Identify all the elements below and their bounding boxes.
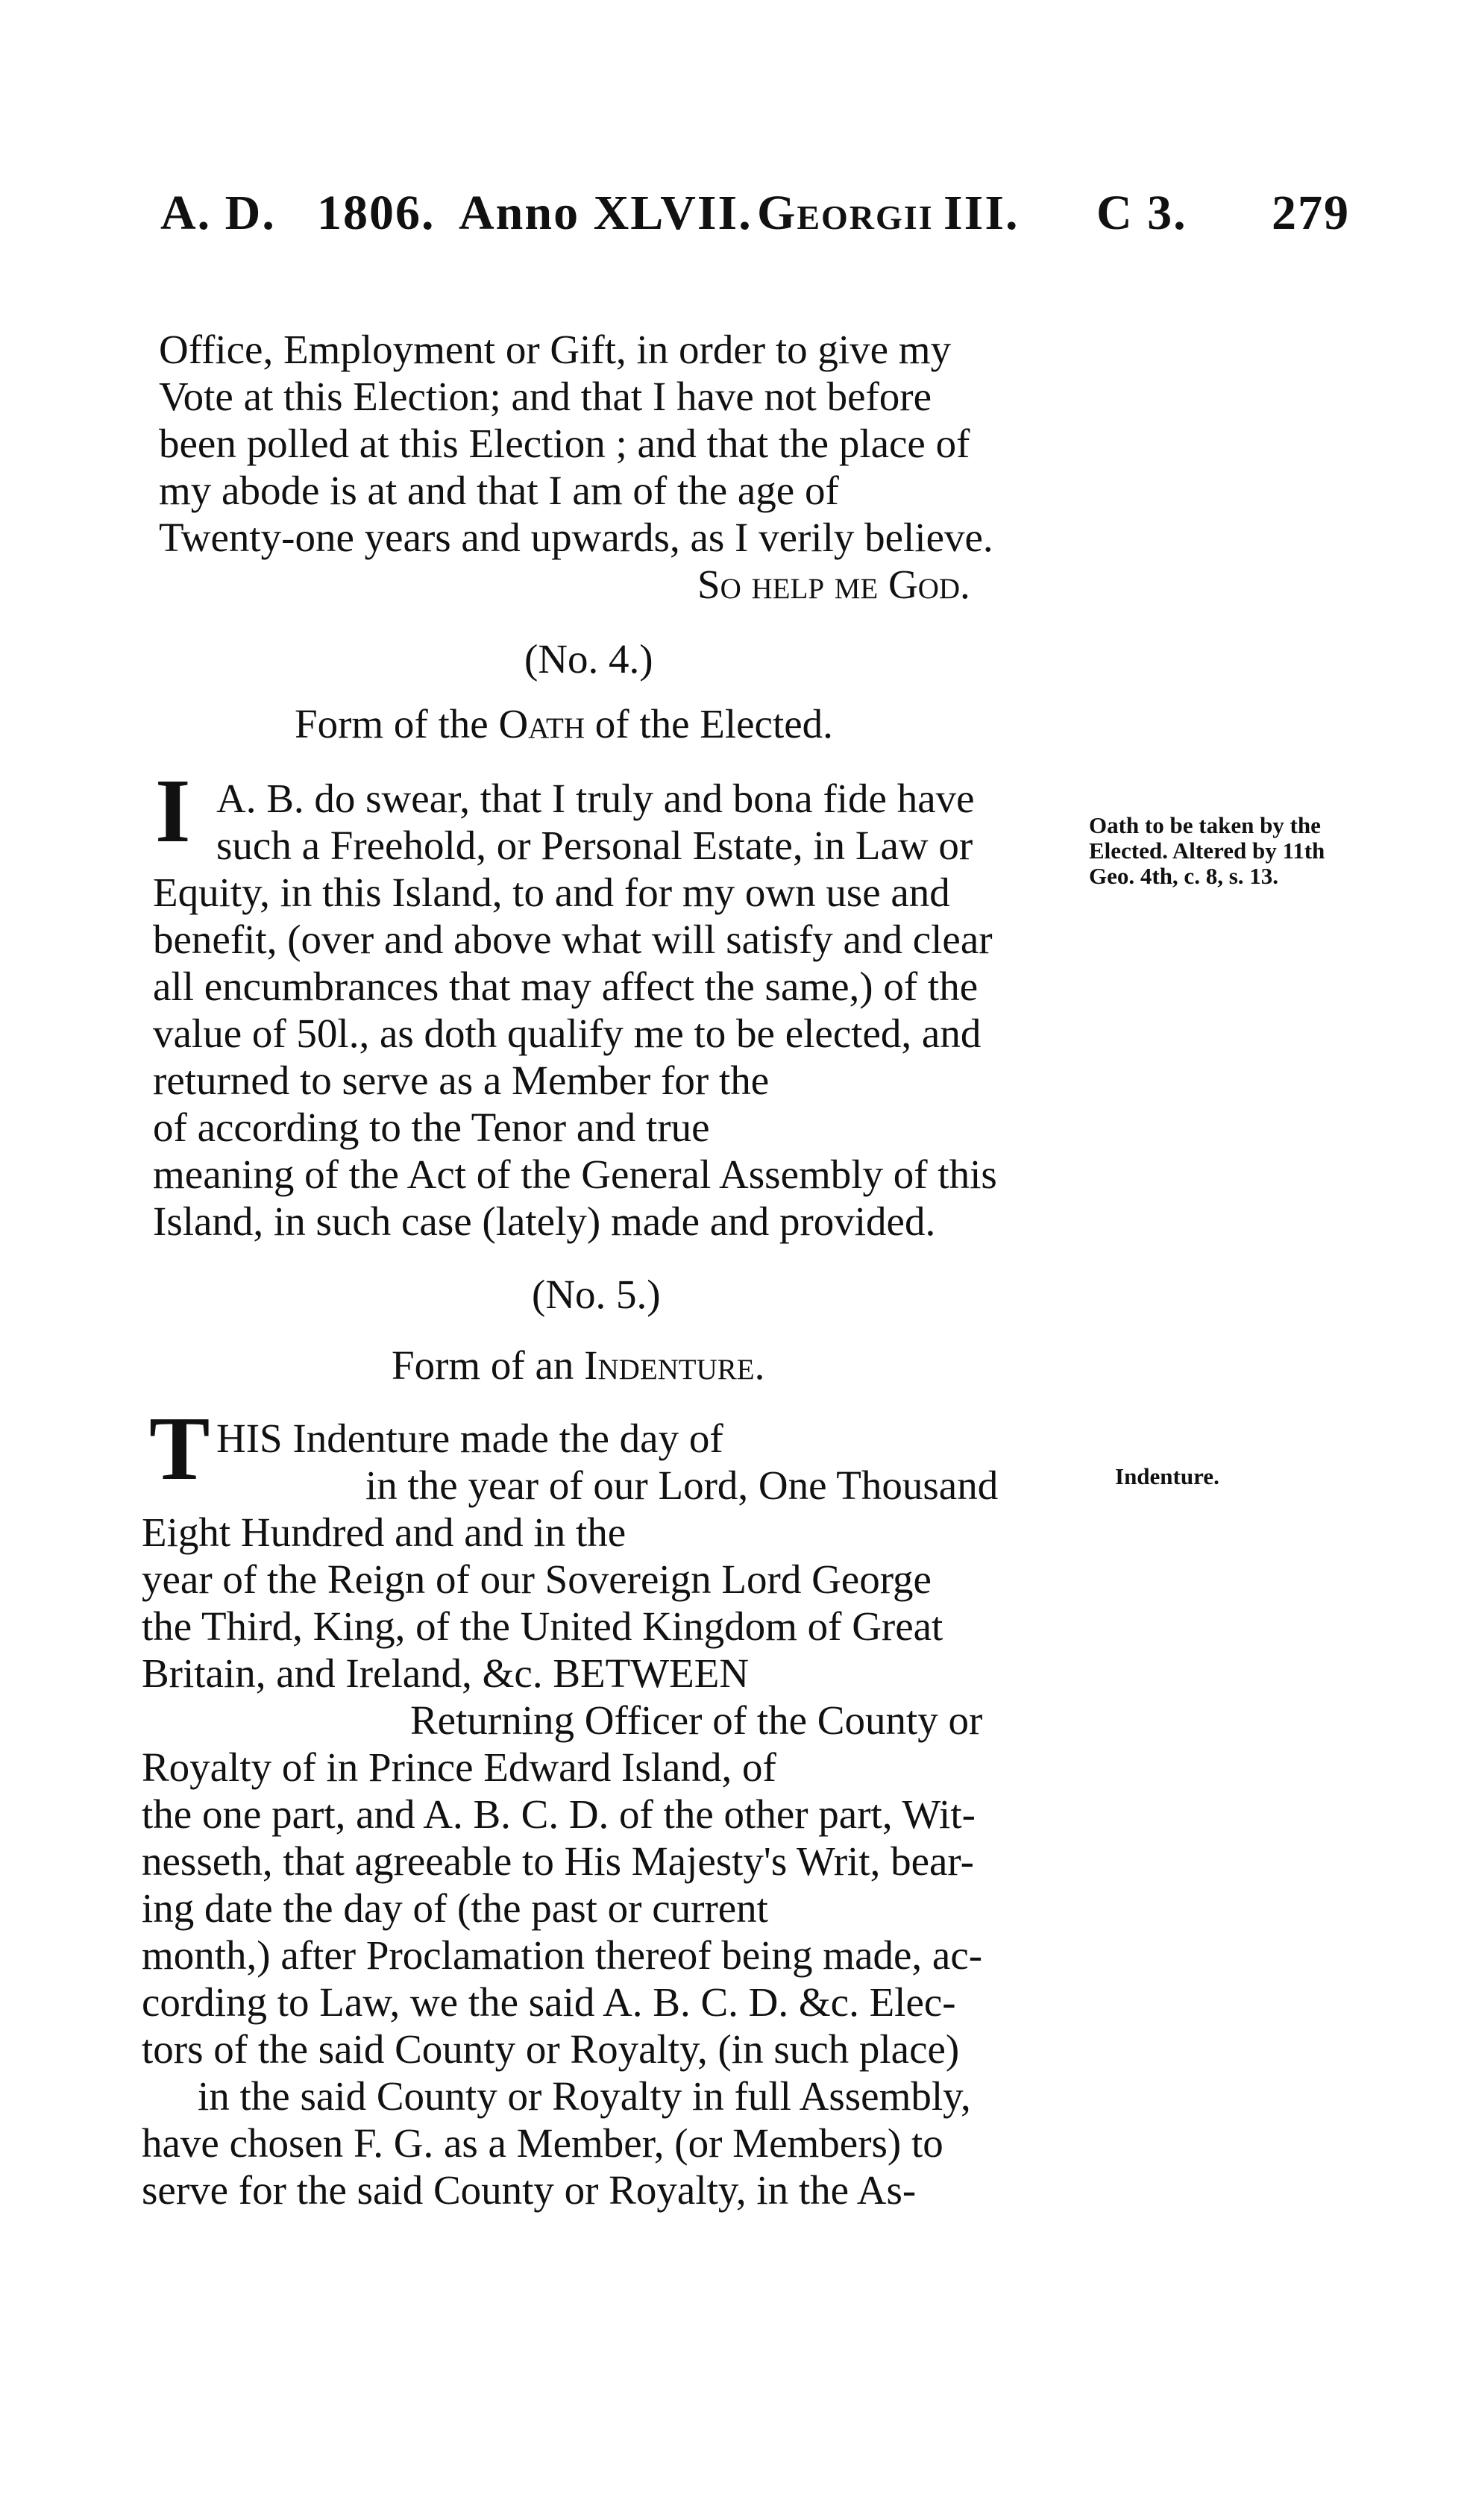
text-line: HIS Indenture made the day of xyxy=(216,1415,723,1461)
page-number: 279 xyxy=(1272,186,1350,240)
text-line: have chosen F. G. as a Member, (or Members) to xyxy=(142,2120,943,2166)
text-line: nesseth, that agreeable to His Majesty's Writ, bear- xyxy=(142,1838,974,1884)
text-line: value of 50l., as doth qualify me to be elected, and xyxy=(153,1011,982,1056)
form-title-post: of the Elected. xyxy=(594,701,833,747)
form-title-smallcaps: Indenture. xyxy=(584,1342,765,1388)
marginal-note: Oath to be taken by the Elected. Altered by 11th Geo. 4th, c. 8, s. 13. xyxy=(1089,812,1325,889)
text-line: A. B. do swear, that I truly and bona fide have xyxy=(216,776,975,821)
header-year: 1806. xyxy=(317,186,436,240)
text-line: Equity, in this Island, to and for my own use and xyxy=(153,870,950,915)
drop-cap: I xyxy=(155,761,191,861)
text-line: cording to Law, we the said A. B. C. D. &c. Elec- xyxy=(142,1979,956,2025)
text-line: Office, Employment or Gift, in order to give my xyxy=(159,327,952,372)
text-line: returned to serve as a Member for the xyxy=(153,1058,770,1103)
form-number: (No. 5.) xyxy=(532,1272,661,1317)
text-line: serve for the said County or Royalty, in the As- xyxy=(142,2167,917,2213)
closing-formula: So help me God. xyxy=(697,562,970,607)
text-line: Royalty of in Prince Edward Island, of xyxy=(142,1744,776,1790)
form-number: (No. 4.) xyxy=(524,636,653,682)
text-line: in the said County or Royalty in full Assembly, xyxy=(198,2073,971,2119)
header-anno: Anno XLVII. xyxy=(459,186,753,240)
text-line: Twenty-one years and upwards, as I verily believe. xyxy=(159,515,993,560)
header-ad: A. D. xyxy=(160,186,276,240)
form-title-smallcaps: Oath xyxy=(498,701,585,747)
text-line: tors of the said County or Royalty, (in such place) xyxy=(142,2026,960,2072)
text-line: the one part, and A. B. C. D. of the other part, Wit- xyxy=(142,1791,976,1837)
drop-cap: T xyxy=(149,1398,210,1499)
header-chapter: C 3. xyxy=(1096,186,1187,240)
text-line: Britain, and Ireland, &c. BETWEEN xyxy=(142,1650,750,1696)
text-line: such a Freehold, or Personal Estate, in Law or xyxy=(216,823,973,868)
form-title xyxy=(295,701,833,747)
header-regnal: III. xyxy=(943,186,1020,240)
text-line: my abode is at and that I am of the age of xyxy=(159,468,839,513)
form-title-pre: Form of the xyxy=(295,701,489,747)
text-line: the Third, King, of the United Kingdom of Great xyxy=(142,1603,943,1649)
form-title-pre: Form of an xyxy=(392,1342,574,1388)
text-line: ing date the day of (the past or current xyxy=(142,1885,768,1931)
text-line: been polled at this Election ; and that the place of xyxy=(159,421,970,466)
text-line: in the year of our Lord, One Thousand xyxy=(365,1462,999,1508)
header-georgii: Georgii xyxy=(757,186,934,240)
text-line: of according to the Tenor and true xyxy=(153,1105,710,1150)
text-line: Vote at this Election; and that I have not before xyxy=(159,374,932,419)
text-line: meaning of the Act of the General Assembly of this xyxy=(153,1151,997,1197)
text-line: Island, in such case (lately) made and provided. xyxy=(153,1198,936,1244)
text-line: Eight Hundred and and in the xyxy=(142,1509,626,1555)
marginal-note: Indenture. xyxy=(1115,1463,1219,1489)
text-line: month,) after Proclamation thereof being made, ac- xyxy=(142,1932,983,1978)
form-title xyxy=(392,1342,764,1389)
text-line: benefit, (over and above what will satisfy and clear xyxy=(153,917,993,962)
text-line: all encumbrances that may affect the same,) of the xyxy=(153,964,979,1009)
text-line: year of the Reign of our Sovereign Lord George xyxy=(142,1556,932,1602)
text-line: Returning Officer of the County or xyxy=(410,1697,983,1743)
